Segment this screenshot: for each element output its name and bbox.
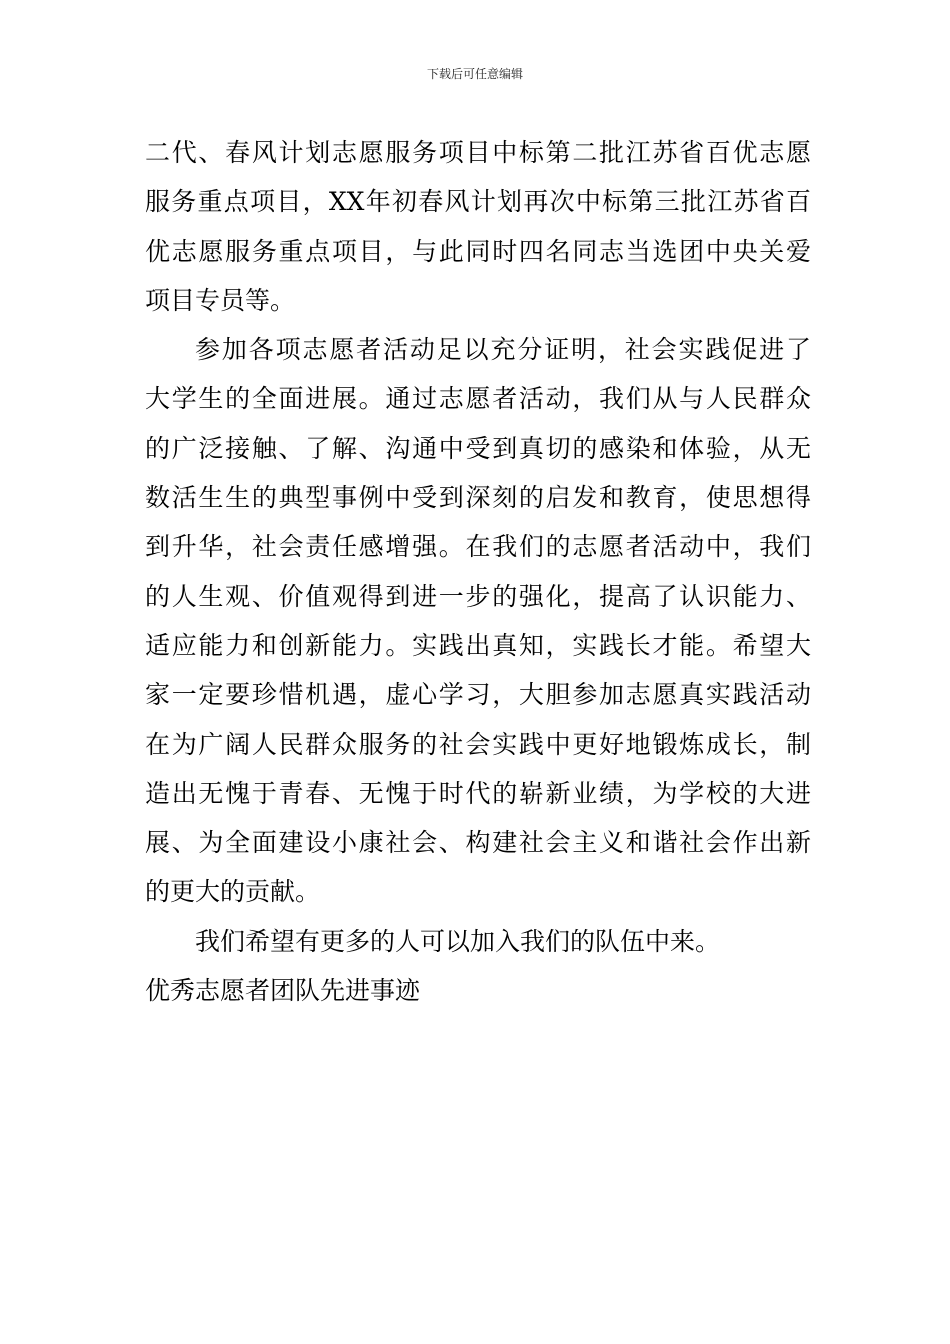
section-title (145, 966, 811, 1015)
text-line: 优志愿服务重点项目，与此同时四名同志当选团中央关爱 (145, 236, 811, 266)
text-line: 项目专员等。 (145, 285, 296, 315)
text-line: 优秀志愿者团队先进事迹 (145, 976, 421, 1006)
text-line: 我们希望有更多的人可以加入我们的队伍中来。 (195, 926, 721, 956)
text-line: 服务重点项目，XX年初春风计划再次中标第三批江苏省百 (145, 187, 811, 217)
text-line: 造出无愧于青春、无愧于时代的崭新业绩，为学校的大进 (145, 778, 811, 808)
text-line: 大学生的全面进展。通过志愿者活动，我们从与人民群众 (145, 384, 811, 414)
text-line: 的人生观、价值观得到进一步的强化，提高了认识能力、 (145, 581, 811, 611)
text-line: 家一定要珍惜机遇，虚心学习，大胆参加志愿真实践活动 (145, 680, 811, 710)
paragraph-continuation (145, 128, 811, 325)
text-line: 在为广阔人民群众服务的社会实践中更好地锻炼成长，制 (145, 729, 811, 759)
text-line: 参加各项志愿者活动足以充分证明，社会实践促进了 (195, 335, 811, 365)
text-line: 到升华，社会责任感增强。在我们的志愿者活动中，我们 (145, 532, 811, 562)
text-line: 展、为全面建设小康社会、构建社会主义和谐社会作出新 (145, 828, 811, 858)
text-line: 的更大的贡献。 (145, 877, 321, 907)
paragraph-volunteer-activities (145, 325, 811, 917)
text-line: 数活生生的典型事例中受到深刻的启发和教育，使思想得 (145, 483, 811, 513)
paragraph-closing-wish (145, 917, 811, 966)
text-line: 的广泛接触、了解、沟通中受到真切的感染和体验，从无 (145, 433, 811, 463)
text-line: 适应能力和创新能力。实践出真知，实践长才能。希望大 (145, 630, 811, 660)
document-body (145, 128, 811, 1015)
text-line: 二代、春风计划志愿服务项目中标第二批江苏省百优志愿 (145, 138, 811, 167)
page-header-caption: 下载后可任意编辑 (426, 67, 523, 81)
